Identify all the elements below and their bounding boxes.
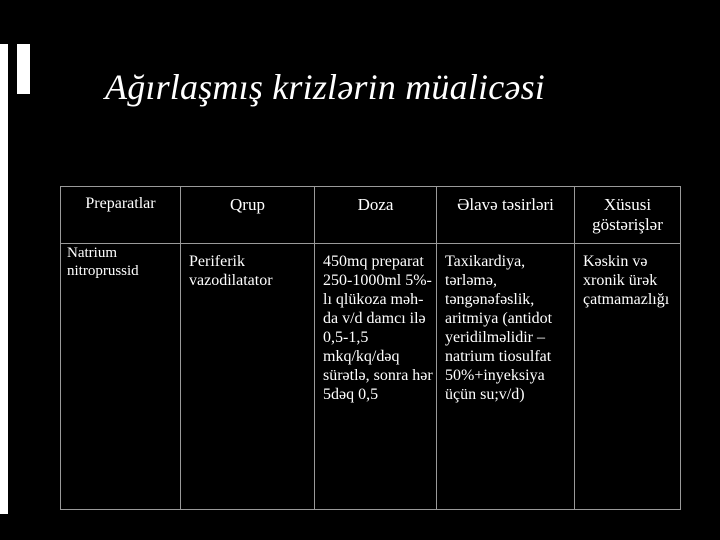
- header-side-effects: Əlavə təsirləri: [437, 187, 575, 244]
- cell-side-effects: Taxikardiya, tərləmə, təngənəfəslik, aritmiya (antidot yeridilməlidir – natrium tiosulfat 50%+inyeksiya üçün su;v/d): [437, 244, 575, 510]
- cell-group: Periferik vazodilatator: [181, 244, 315, 510]
- header-preparations: Preparatlar: [61, 187, 181, 244]
- header-dose: Doza: [315, 187, 437, 244]
- decorative-bar-left: [0, 44, 8, 514]
- decorative-bar-small: [17, 44, 30, 94]
- table-row: [61, 244, 681, 510]
- header-special-notes: Xüsusi göstərişlər: [575, 187, 681, 244]
- header-group: Qrup: [181, 187, 315, 244]
- cell-dose: 450mq preparat 250-1000ml 5%-lı qlükoza məh-da v/d damcı ilə 0,5-1,5 mkq/kq/dəq sürətlə, sonra hər 5dəq 0,5: [315, 244, 437, 510]
- treatment-table: [60, 186, 681, 510]
- cell-drug: Natrium nitroprussid: [61, 244, 181, 510]
- cell-special-notes: Kəskin və xronik ürək çatmamazlığı: [575, 244, 681, 510]
- table-header-row: [61, 187, 681, 244]
- slide-title: Ağırlaşmış krizlərin müalicəsi: [105, 67, 545, 107]
